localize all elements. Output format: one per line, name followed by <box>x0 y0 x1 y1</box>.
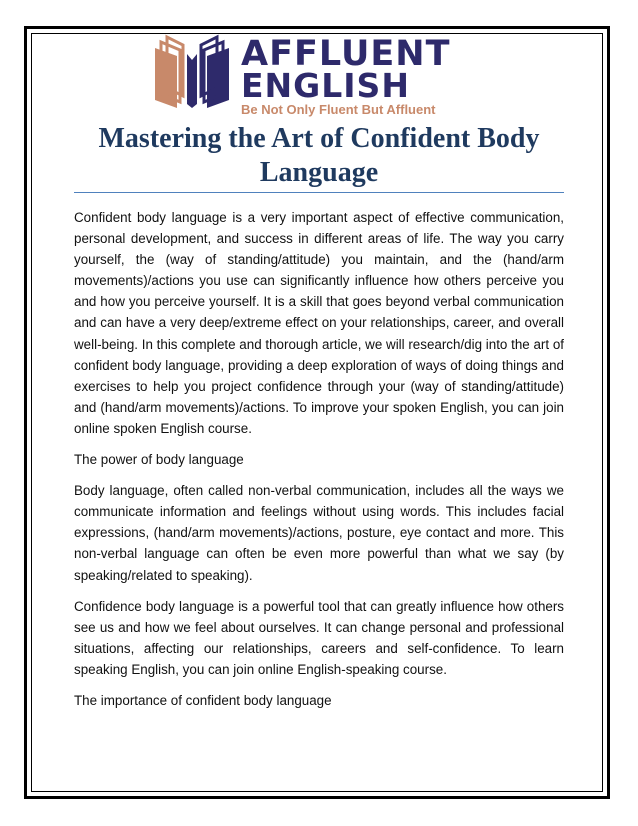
logo-word-english: ENGLISH <box>241 66 410 105</box>
article-body <box>74 207 564 721</box>
title-underline <box>74 192 564 193</box>
confidence-paragraph: Confidence body language is a powerful tool that can greatly influence how others see us and how we feel about ourselves. It can change personal and professional situations, affecting our relationships, careers and self-confidence. To learn speaking English, you can join online English-speaking course. <box>74 598 564 677</box>
logo-tagline: Be Not Only Fluent But Affluent <box>241 102 436 117</box>
open-book-icon <box>147 34 237 110</box>
body-language-paragraph: Body language, often called non-verbal communication, includes all the ways we communicate information and feelings without using words. This includes facial expressions, (hand/arm movements)/actions, posture, eye contact and more. This non-verbal language can often be even more powerful than what we say (by speaking/related to speaking). <box>74 483 564 583</box>
logo-word-affluent: AFFLUENT <box>241 34 451 74</box>
section-heading-importance: The importance of confident body language <box>74 692 332 708</box>
affluent-english-logo <box>147 34 477 117</box>
article-title: Mastering the Art of Confident Body Language <box>98 123 540 188</box>
intro-paragraph: Confident body language is a very important aspect of effective communication, personal development, and success in different areas of life. The way you carry yourself, the (way of standing/attitude) you maintain, and the (hand/arm movements)/actions you use can significantly influence how others perceive you and how you perceive yourself. It is a skill that goes beyond verbal communication and can have a very deep/extreme effect on your relationships, career, and overall well-being. In this complete and thorough article, we will research/dig into the art of confident body language, providing a deep exploration of ways of doing things and exercises to help you project confidence through your (way of standing/attitude) and (hand/arm movements)/actions. To improve your spoken English, you can join online spoken English course. <box>74 210 564 436</box>
section-heading-power: The power of body language <box>74 452 244 468</box>
